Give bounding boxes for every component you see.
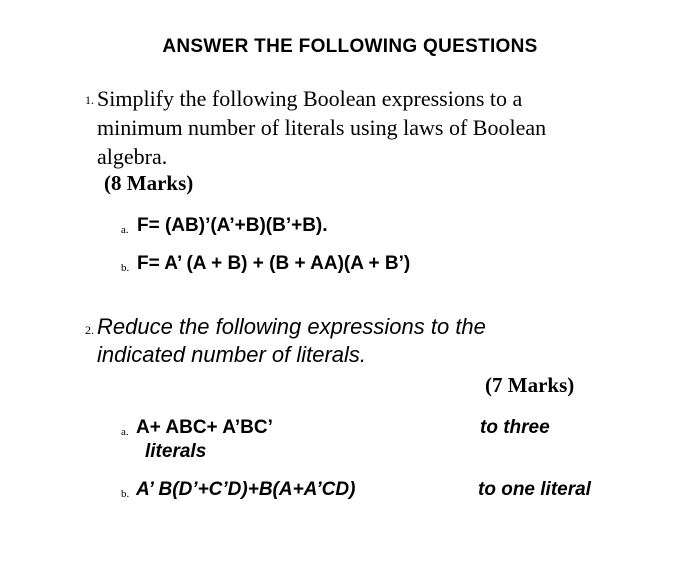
part-label: a. (121, 426, 129, 438)
marks-label: (8 Marks) (104, 171, 194, 195)
boolean-expression: F= (AB)’(A’+B)(B’+B). (137, 215, 328, 236)
question-text-line: Reduce the following expressions to the (97, 314, 486, 339)
boolean-expression: F= A’ (A + B) + (B + AA)(A + B’) (137, 253, 411, 274)
question-text-line: minimum number of literals using laws of Boolean (97, 115, 547, 140)
boolean-expression: A’ B(D’+C’D)+B(A+A’CD) (136, 479, 356, 500)
part-label: b. (121, 488, 130, 500)
boolean-expression: A+ ABC+ A’BC’ (136, 417, 273, 438)
question-text-line: Simplify the following Boolean expressions to a (97, 86, 523, 111)
question-text-line: algebra. (97, 144, 168, 169)
question-number: 1. (85, 93, 94, 107)
marks-label: (7 Marks) (485, 373, 575, 397)
page-title: ANSWER THE FOLLOWING QUESTIONS (162, 36, 538, 57)
literal-target-continued: literals (145, 441, 207, 462)
literal-target: to one literal (478, 479, 591, 500)
question-text-line: indicated number of literals. (97, 342, 367, 367)
part-label: b. (121, 262, 130, 274)
part-label: a. (121, 224, 129, 236)
literal-target: to three (480, 417, 550, 438)
question-number: 2. (85, 323, 94, 337)
